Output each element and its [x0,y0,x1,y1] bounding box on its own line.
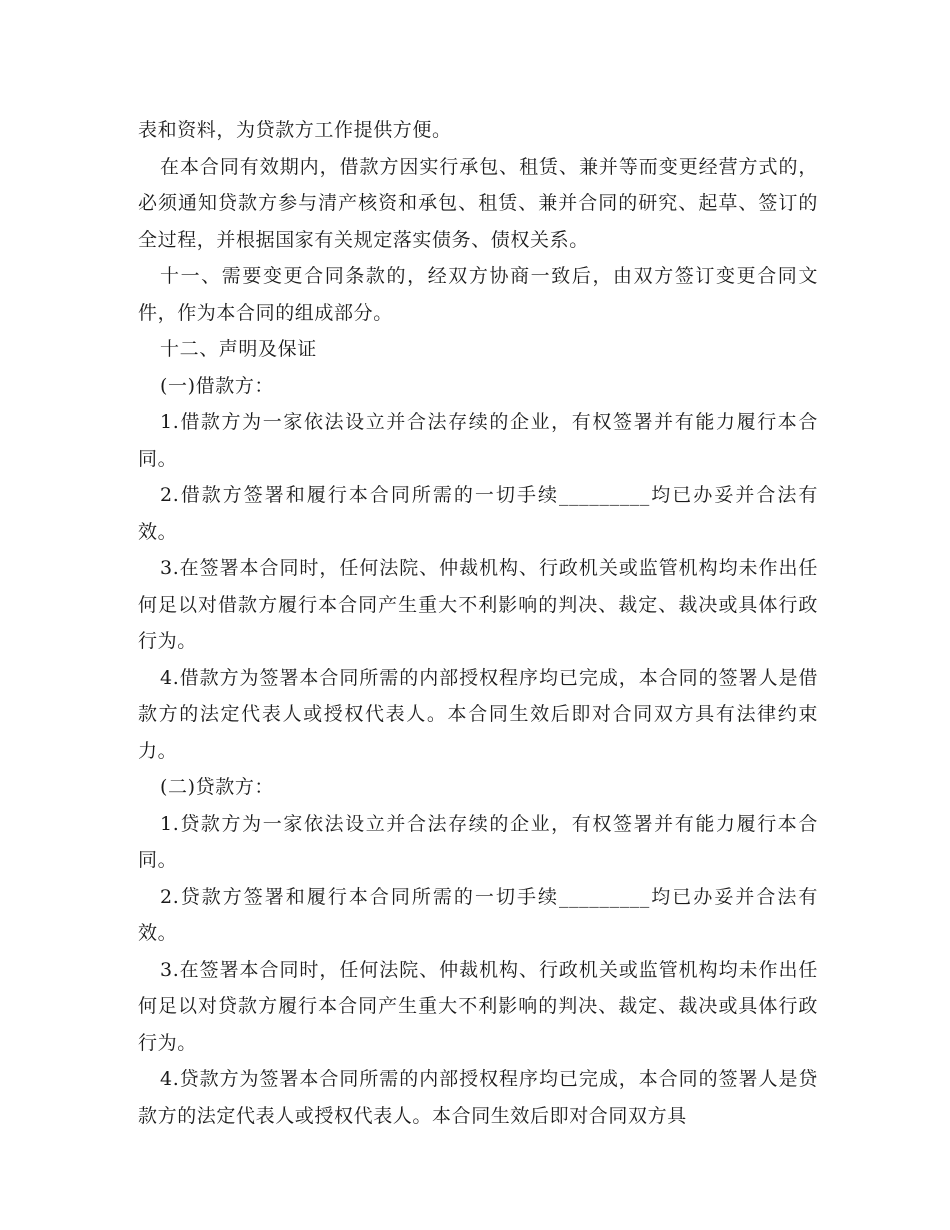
paragraph-contract-change-notice: 在本合同有效期内，借款方因实行承包、租赁、兼并等而变更经营方式的，必须通知贷款方参与清产核资和承包、租赁、兼并合同的研究、起草、签订的全过程，并根据国家有关规定落实债务、债权关系。 [138,155,818,251]
borrower-item-4: 4.借款方为签署本合同所需的内部授权程序均已完成，本合同的签署人是借款方的法定代表人或授权代表人。本合同生效后即对合同双方具有法律约束力。 [138,666,818,762]
lender-item-3: 3.在签署本合同时，任何法院、仲裁机构、行政机关或监管机构均未作出任何足以对贷款方履行本合同产生重大不利影响的判决、裁定、裁决或具体行政行为。 [138,958,818,1054]
lender-heading: (二)贷款方： [160,776,275,798]
borrower-item-2: 2.借款方签署和履行本合同所需的一切手续_________均已办妥并合法有效。 [138,484,818,543]
lender-item-4: 4.贷款方为签署本合同所需的内部授权程序均已完成，本合同的签署人是贷款方的法定代表人或授权代表人。本合同生效后即对合同双方具 [138,1068,818,1127]
lender-item-2: 2.贷款方签署和履行本合同所需的一切手续_________均已办妥并合法有效。 [138,885,818,944]
document-page [138,112,818,1134]
paragraph-continuation: 表和资料，为贷款方工作提供方便。 [138,119,452,141]
borrower-heading: (一)借款方： [160,374,275,397]
clause-11: 十一、需要变更合同条款的，经双方协商一致后，由双方签订变更合同文件，作为本合同的组成部分。 [138,265,818,324]
lender-item-1: 1.贷款方为一家依法设立并合法存续的企业，有权签署并有能力履行本合同。 [138,812,818,871]
clause-12-heading: 十二、声明及保证 [160,338,317,360]
borrower-item-3: 3.在签署本合同时，任何法院、仲裁机构、行政机关或监管机构均未作出任何足以对借款方履行本合同产生重大不利影响的判决、裁定、裁决或具体行政行为。 [138,557,818,652]
borrower-item-1: 1.借款方为一家依法设立并合法存续的企业，有权签署并有能力履行本合同。 [138,411,818,470]
